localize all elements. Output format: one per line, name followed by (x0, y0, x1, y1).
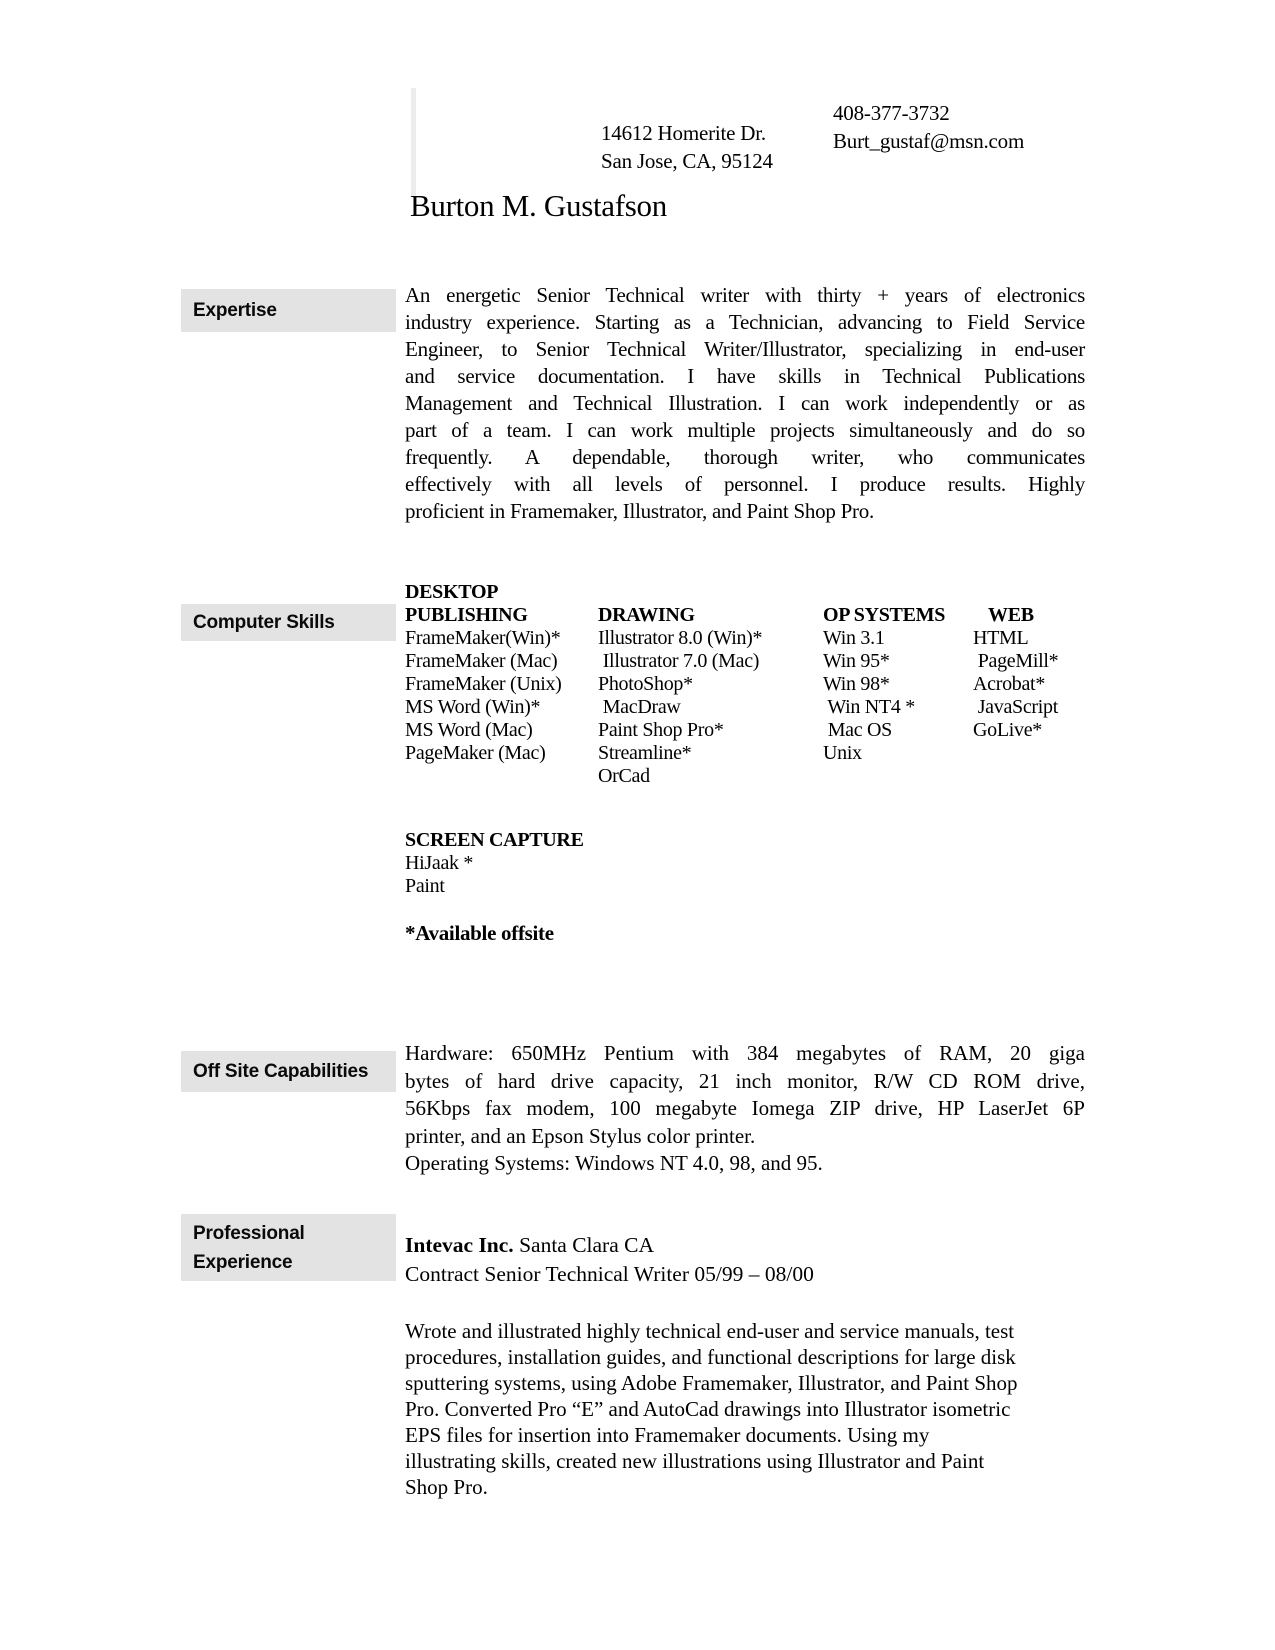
phone-number: 408-377-3732 (833, 101, 950, 125)
column-header: PUBLISHING (405, 604, 528, 626)
expertise-paragraph (405, 282, 1085, 525)
skills-cell: HTML (973, 627, 1029, 649)
paragraph-line: Management and Technical Illustration. I can work independently or as (405, 391, 1085, 415)
skills-cell: JavaScript (973, 696, 1059, 718)
skills-column-drawing (598, 604, 762, 788)
skills-cell: MacDraw (598, 696, 681, 718)
skills-cell: Acrobat* (973, 673, 1046, 695)
skills-cell: FrameMaker (Unix) (405, 673, 562, 695)
paragraph-line: effectively with all levels of personnel. I produce results. Highly (405, 472, 1085, 496)
company-name: Intevac Inc. (405, 1233, 514, 1257)
screen-capture-item: Paint (405, 875, 445, 897)
skills-cell: OrCad (598, 765, 650, 787)
skills-cell: Unix (823, 742, 862, 764)
column-header: OP SYSTEMS (823, 604, 946, 626)
column-header: DRAWING (598, 604, 695, 626)
professional-paragraph (405, 1318, 1085, 1500)
section-label-text: Professional (193, 1222, 305, 1244)
column-header: DESKTOP (405, 581, 499, 603)
skills-cell: PageMill* (973, 650, 1059, 672)
paragraph-line: Engineer, to Senior Technical Writer/Illustrator, specializing in end-user (405, 337, 1085, 361)
paragraph-line: proficient in Framemaker, Illustrator, and Paint Shop Pro. (405, 499, 875, 523)
paragraph-line: and service documentation. I have skills in Technical Publications (405, 364, 1085, 388)
skills-column-web (973, 604, 1058, 742)
skills-cell: Streamline* (598, 742, 692, 764)
company-location: Santa Clara CA (513, 1233, 655, 1257)
section-label-computer-skills (181, 604, 396, 641)
section-label-professional-experience (181, 1214, 396, 1281)
paragraph-line: printer, and an Epson Stylus color printer. (405, 1123, 756, 1148)
person-name: Burton M. Gustafson (410, 188, 667, 223)
section-label-text: Expertise (193, 300, 277, 321)
paragraph-line: Operating Systems: Windows NT 4.0, 98, and 95. (405, 1151, 823, 1175)
screen-capture-title: SCREEN CAPTURE (405, 829, 584, 851)
skills-cell: Win 3.1 (823, 627, 885, 649)
paragraph-line: Hardware: 650MHz Pentium with 384 megabytes of RAM, 20 giga (405, 1041, 1085, 1065)
skills-cell: GoLive* (973, 719, 1042, 741)
section-label-text: Experience (193, 1251, 293, 1273)
skills-cell: Win NT4 * (823, 696, 915, 718)
address-line-1: 14612 Homerite Dr. (601, 121, 766, 145)
skills-cell: Illustrator 8.0 (Win)* (598, 627, 763, 649)
offsite-paragraph (405, 1040, 1085, 1178)
paragraph-line: Pro. Converted Pro “E” and AutoCad drawings into Illustrator isometric (405, 1397, 1011, 1421)
paragraph-line: Wrote and illustrated highly technical end-user and service manuals, test (405, 1319, 1015, 1343)
skills-cell: MS Word (Win)* (405, 696, 541, 718)
employment-heading (405, 1231, 814, 1289)
paragraph-line: industry experience. Starting as a Technician, advancing to Field Service (405, 310, 1085, 334)
paragraph-line: Shop Pro. (405, 1475, 488, 1499)
skills-cell: Paint Shop Pro* (598, 719, 724, 741)
availability-footnote: *Available offsite (405, 921, 554, 945)
address-line-2: San Jose, CA, 95124 (601, 149, 773, 173)
skills-cell: FrameMaker(Win)* (405, 627, 561, 649)
paragraph-line: bytes of hard drive capacity, 21 inch monitor, R/W CD ROM drive, (405, 1068, 1085, 1093)
contact-address (601, 119, 773, 175)
section-label-text: Off Site Capabilities (193, 1061, 369, 1082)
section-label-text: Computer Skills (193, 612, 335, 633)
section-label-off-site-capabilities (181, 1051, 396, 1092)
paragraph-line: EPS files for insertion into Framemaker documents. Using my (405, 1423, 930, 1447)
paragraph-line: An energetic Senior Technical writer with thirty + years of electronics (405, 283, 1085, 307)
skills-cell: Win 98* (823, 673, 890, 695)
paragraph-line: illustrating skills, created new illustrations using Illustrator and Paint (405, 1449, 985, 1473)
computer-skills-table (405, 581, 1095, 801)
column-header: WEB (988, 604, 1034, 626)
screen-capture-block (405, 829, 584, 898)
company-line (405, 1231, 814, 1260)
contact-phone-email (833, 99, 1024, 155)
screen-capture-item: HiJaak * (405, 852, 474, 874)
paragraph-line: procedures, installation guides, and functional descriptions for large disk (405, 1345, 1016, 1369)
email-address: Burt_gustaf@msn.com (833, 129, 1025, 153)
skills-cell: Illustrator 7.0 (Mac) (598, 650, 760, 672)
job-title-dates: Contract Senior Technical Writer 05/99 – 08/00 (405, 1262, 814, 1286)
skills-cell: PageMaker (Mac) (405, 742, 546, 764)
skills-cell: MS Word (Mac) (405, 719, 533, 741)
header-divider-bar (411, 88, 416, 196)
paragraph-line: part of a team. I can work multiple projects simultaneously and do so (405, 418, 1085, 442)
skills-cell: PhotoShop* (598, 673, 693, 695)
skills-cell: FrameMaker (Mac) (405, 650, 558, 672)
skills-cell: Win 95* (823, 650, 890, 672)
section-label-expertise (181, 289, 396, 332)
skills-column-desktop-publishing (405, 581, 562, 765)
paragraph-line: sputtering systems, using Adobe Framemaker, Illustrator, and Paint Shop (405, 1371, 1018, 1395)
paragraph-line: 56Kbps fax modem, 100 megabyte Iomega ZIP drive, HP LaserJet 6P (405, 1096, 1085, 1120)
skills-column-op-systems (823, 604, 945, 765)
paragraph-line: frequently. A dependable, thorough writer, who communicates (405, 445, 1085, 469)
skills-cell: Mac OS (823, 719, 893, 741)
